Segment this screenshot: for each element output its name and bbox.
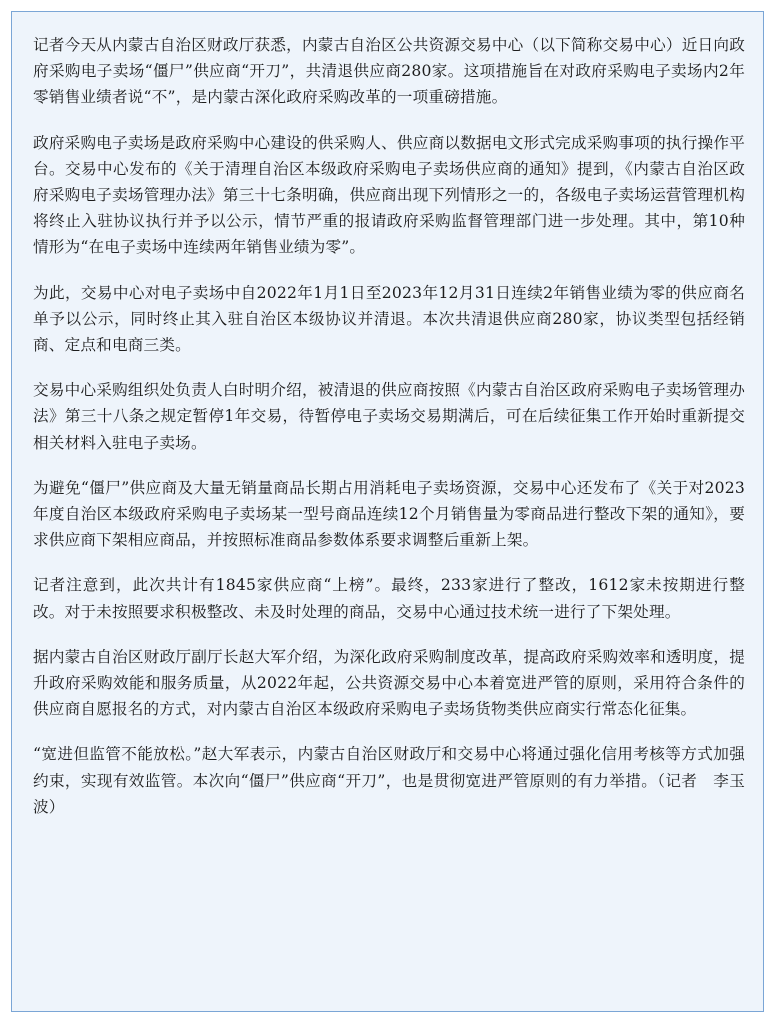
article-paragraph-3: 为此，交易中心对电子卖场中自2022年1月1日至2023年12月31日连续2年销售业绩为零的供应商名单予以公示，同时终止其入驻自治区本级协议并清退。本次共清退供应商280家，协议类型包括经销商、定点和电商三类。 — [33, 283, 745, 355]
article-body — [33, 32, 745, 839]
article-paragraph-7: 据内蒙古自治区财政厅副厅长赵大军介绍，为深化政府采购制度改革，提高政府采购效率和透明度，提升政府采购效能和服务质量，从2022年起，公共资源交易中心本着宽进严管的原则，采用符合条件的供应商自愿报名的方式，对内蒙古自治区本级政府采购电子卖场货物类供应商实行常态化征集。 — [33, 647, 745, 719]
article-paragraph-5: 为避免“僵尸”供应商及大量无销量商品长期占用消耗电子卖场资源，交易中心还发布了《关于对2023年度自治区本级政府采购电子卖场某一型号商品连续12个月销售量为零商品进行整改下架的通知》，要求供应商下架相应商品，并按照标准商品参数体系要求调整后重新上架。 — [33, 478, 745, 550]
article-paragraph-6: 记者注意到，此次共计有1845家供应商“上榜”。最终，233家进行了整改，1612家未按期进行整改。对于未按照要求积极整改、未及时处理的商品，交易中心通过技术统一进行了下架处理。 — [33, 576, 745, 621]
article-frame — [11, 11, 764, 1012]
article-paragraph-8: “宽进但监管不能放松。”赵大军表示，内蒙古自治区财政厅和交易中心将通过强化信用考核等方式加强约束，实现有效监管。本次向“僵尸”供应商“开刀”，也是贯彻宽进严管原则的有力举措。（记者 李玉波） — [33, 745, 745, 816]
article-paragraph-2: 政府采购电子卖场是政府采购中心建设的供采购人、供应商以数据电文形式完成采购事项的执行操作平台。交易中心发布的《关于清理自治区本级政府采购电子卖场供应商的通知》提到，《内蒙古自治区政府采购电子卖场管理办法》第三十七条明确，供应商出现下列情形之一的，各级电子卖场运营管理机构将终止入驻协议执行并予以公示，情节严重的报请政府采购监督管理部门进一步处理。其中，第10种情形为“在电子卖场中连续两年销售业绩为零”。 — [33, 133, 745, 257]
article-paragraph-1: 记者今天从内蒙古自治区财政厅获悉，内蒙古自治区公共资源交易中心（以下简称交易中心）近日向政府采购电子卖场“僵尸”供应商“开刀”，共清退供应商280家。这项措施旨在对政府采购电子卖场内2年零销售业绩者说“不”，是内蒙古深化政府采购改革的一项重磅措施。 — [33, 36, 745, 107]
article-paragraph-4: 交易中心采购组织处负责人白时明介绍，被清退的供应商按照《内蒙古自治区政府采购电子卖场管理办法》第三十八条之规定暂停1年交易，待暂停电子卖场交易期满后，可在后续征集工作开始时重新提交相关材料入驻电子卖场。 — [33, 381, 745, 452]
